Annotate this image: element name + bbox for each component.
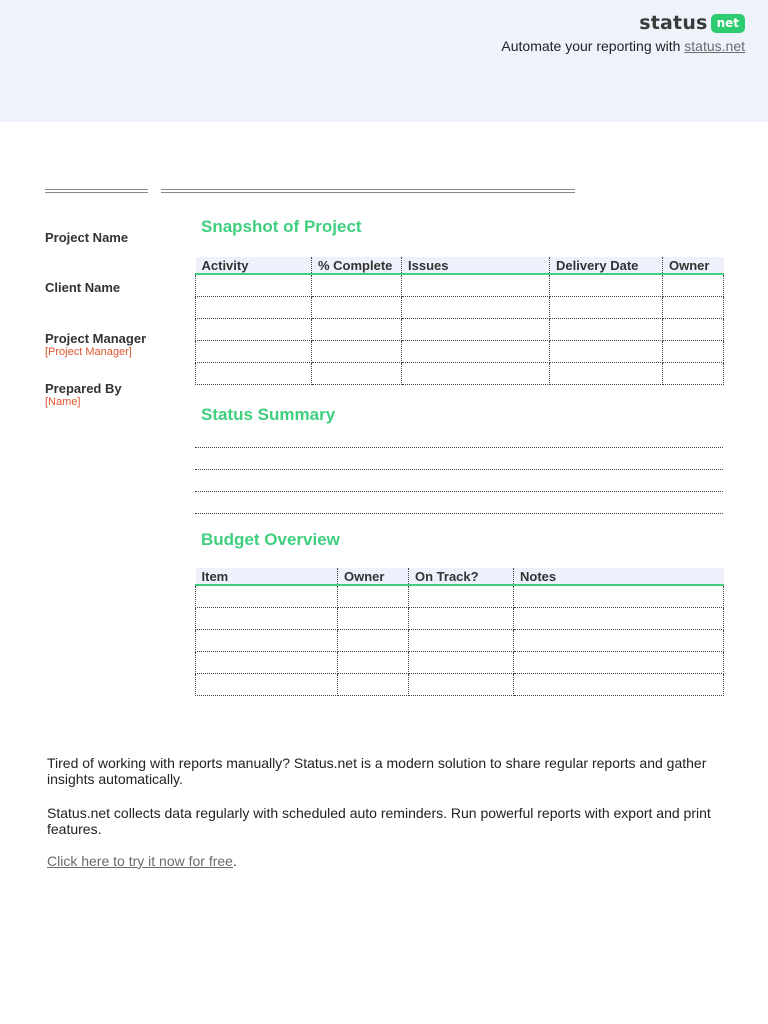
- col-percent-complete: % Complete: [312, 257, 402, 274]
- summary-line[interactable]: [195, 469, 723, 470]
- table-row: [196, 318, 724, 340]
- col-notes: Notes: [514, 568, 724, 585]
- project-name-label: Project Name: [45, 230, 129, 245]
- table-row: [196, 607, 724, 629]
- promo-paragraph-2: Status.net collects data regularly with scheduled auto reminders. Run powerful reports with export and print features.: [47, 805, 711, 837]
- tagline-link[interactable]: status.net: [684, 38, 745, 54]
- prepared-by-label: Prepared By: [45, 381, 122, 396]
- project-manager-value[interactable]: [Project Manager]: [45, 346, 132, 358]
- table-row: [196, 274, 724, 296]
- col-owner: Owner: [663, 257, 724, 274]
- cta-suffix: .: [232, 853, 237, 869]
- table-row: [196, 340, 724, 362]
- table-row: [196, 651, 724, 673]
- summary-line[interactable]: [195, 491, 723, 492]
- table-row: [196, 673, 724, 695]
- summary-line[interactable]: [195, 513, 723, 514]
- snapshot-title: Snapshot of Project: [201, 217, 362, 236]
- summary-line[interactable]: [195, 447, 723, 448]
- col-activity: Activity: [196, 257, 312, 274]
- status-net-logo[interactable]: [639, 12, 745, 34]
- cta-line: [47, 853, 237, 869]
- snapshot-table: [195, 257, 724, 385]
- promo-paragraph-1: Tired of working with reports manually? Status.net is a modern solution to share regular reports and gather insights automatically.: [47, 755, 707, 787]
- table-header-row: [196, 257, 724, 274]
- col-on-track: On Track?: [409, 568, 514, 585]
- col-issues: Issues: [402, 257, 550, 274]
- logo-wordmark: status: [639, 12, 708, 34]
- status-summary-title: Status Summary: [201, 405, 336, 424]
- col-owner: Owner: [338, 568, 409, 585]
- budget-table: [195, 568, 724, 696]
- table-row: [196, 585, 724, 607]
- tagline-text: Automate your reporting with: [501, 38, 685, 54]
- title-rule-left: [45, 189, 148, 193]
- table-row: [196, 362, 724, 384]
- col-item: Item: [196, 568, 338, 585]
- table-header-row: [196, 568, 724, 585]
- col-delivery-date: Delivery Date: [550, 257, 663, 274]
- logo-badge: net: [711, 14, 745, 33]
- try-free-link[interactable]: Click here to try it now for free: [47, 853, 233, 869]
- title-rule-right: [161, 189, 575, 193]
- budget-title: Budget Overview: [201, 530, 340, 549]
- prepared-by-value[interactable]: [Name]: [45, 396, 81, 408]
- tagline: [501, 38, 745, 54]
- table-row: [196, 629, 724, 651]
- client-name-label: Client Name: [45, 280, 121, 295]
- project-manager-label: Project Manager: [45, 331, 147, 346]
- table-row: [196, 296, 724, 318]
